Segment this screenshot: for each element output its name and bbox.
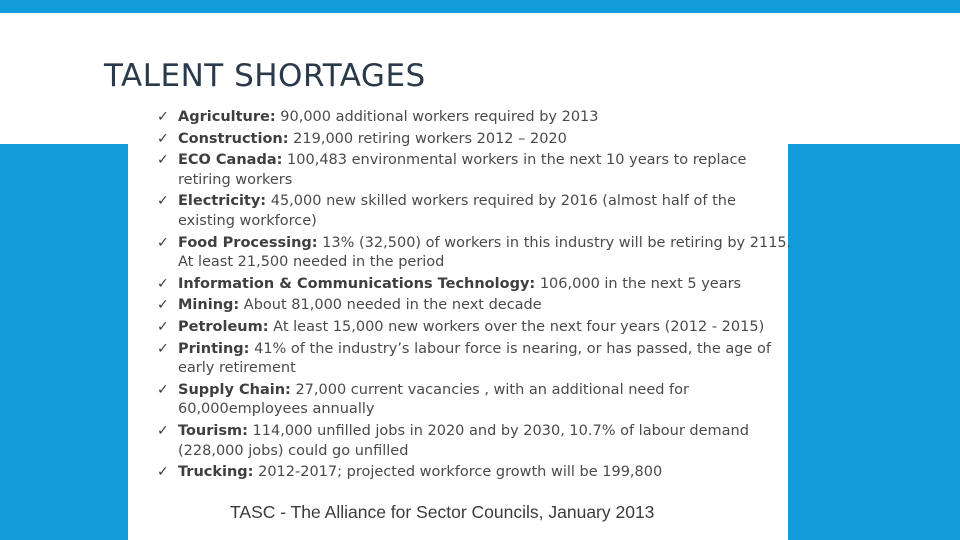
- list-item-construction: [155, 130, 795, 150]
- checkmark-icon: ✓: [157, 422, 169, 439]
- slide-title: TALENT SHORTAGES: [104, 58, 426, 94]
- item-text: 114,000 unfilled jobs in 2020 and by 2030, 10.7% of labour demand (228,000 jobs) could go unfilled: [178, 422, 749, 459]
- checkmark-icon: ✓: [157, 152, 169, 169]
- list-item-ict: [155, 275, 795, 295]
- sector-name: Printing:: [178, 340, 250, 357]
- checkmark-icon: ✓: [157, 464, 169, 481]
- item-text: 100,483 environmental workers in the next 10 years to replace retiring workers: [178, 152, 747, 188]
- checkmark-icon: ✓: [157, 381, 169, 398]
- list-item-printing: [155, 340, 795, 379]
- list-item-mining: [155, 296, 795, 316]
- sector-name: Tourism:: [178, 422, 248, 439]
- left-accent-panel: [0, 144, 128, 540]
- checkmark-icon: ✓: [157, 297, 169, 314]
- checkmark-icon: ✓: [157, 340, 169, 357]
- item-text: 90,000 additional workers required by 2013: [275, 109, 599, 125]
- top-accent-bar: [0, 0, 960, 13]
- list-item-agriculture: [155, 108, 795, 128]
- sector-name: Agriculture:: [178, 109, 276, 125]
- list-item-tourism: [155, 422, 795, 461]
- checkmark-icon: ✓: [157, 130, 169, 147]
- sector-name: Mining:: [178, 297, 240, 314]
- sector-name: Trucking:: [178, 464, 254, 481]
- checkmark-icon: ✓: [157, 234, 169, 251]
- item-text: 219,000 retiring workers 2012 – 2020: [288, 130, 567, 147]
- item-text: 41% of the industry’s labour force is nearing, or has passed, the age of early retirement: [178, 340, 771, 377]
- shortage-list: [155, 108, 795, 485]
- checkmark-icon: ✓: [157, 318, 169, 335]
- sector-name: Electricity:: [178, 193, 267, 210]
- sector-name: Supply Chain:: [178, 381, 291, 398]
- right-accent-panel: [788, 144, 960, 540]
- list-item-eco-canada: [155, 151, 795, 190]
- sector-name: Food Processing:: [178, 234, 318, 251]
- list-item-supply-chain: [155, 381, 795, 420]
- item-text: 2012-2017; projected workforce growth will be 199,800: [253, 464, 663, 481]
- sector-name: Construction:: [178, 130, 289, 147]
- sector-name: Petroleum:: [178, 318, 269, 335]
- checkmark-icon: ✓: [157, 109, 169, 125]
- list-item-petroleum: [155, 318, 795, 338]
- item-text: At least 15,000 new workers over the next four years (2012 - 2015): [268, 318, 765, 335]
- list-item-trucking: [155, 463, 795, 483]
- sector-name: ECO Canada:: [178, 152, 283, 169]
- sector-name: Information & Communications Technology:: [178, 275, 536, 292]
- checkmark-icon: ✓: [157, 275, 169, 292]
- item-text: 45,000 new skilled workers required by 2016 (almost half of the existing workforce): [178, 193, 736, 229]
- item-text: 106,000 in the next 5 years: [535, 275, 742, 292]
- list-item-electricity: [155, 192, 795, 231]
- item-text: 13% (32,500) of workers in this industry will be retiring by 2115. At least 21,500 needed in the period: [178, 234, 792, 271]
- checkmark-icon: ✓: [157, 193, 169, 210]
- source-citation: TASC - The Alliance for Sector Councils, January 2013: [230, 502, 655, 522]
- list-item-food-processing: [155, 234, 795, 273]
- item-text: 27,000 current vacancies , with an additional need for 60,000employees annually: [178, 381, 689, 418]
- item-text: About 81,000 needed in the next decade: [239, 297, 542, 314]
